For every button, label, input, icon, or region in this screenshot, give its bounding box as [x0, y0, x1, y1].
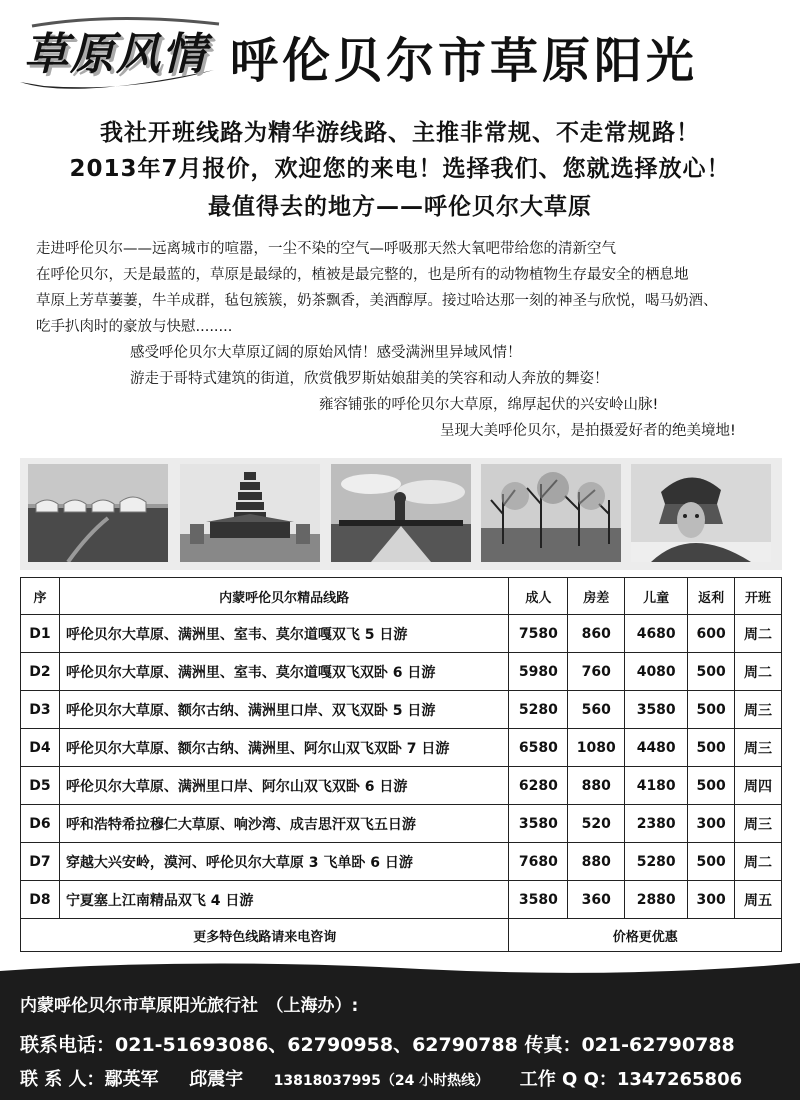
- page-title: 呼伦贝尔市草原阳光: [230, 33, 699, 89]
- table-row: [21, 843, 782, 881]
- row-child-price: 5280: [625, 843, 688, 881]
- table-row: [21, 653, 782, 691]
- work-qq: 工作 Q Q：1347265806: [519, 1069, 743, 1090]
- row-adult-price: 7680: [509, 843, 568, 881]
- intro-paragraph: [36, 236, 786, 444]
- row-adult-price: 7580: [509, 615, 568, 653]
- row-no: D1: [21, 615, 60, 653]
- row-route: 呼和浩特希拉穆仁大草原、响沙湾、成吉思汗双飞五日游: [59, 805, 508, 843]
- col-header-no: 序: [21, 578, 60, 615]
- row-depart-day: 周五: [735, 881, 782, 919]
- row-depart-day: 周二: [735, 653, 782, 691]
- mobile-hotline: 13818037995（24 小时热线）: [273, 1073, 490, 1089]
- row-child-price: 2380: [625, 805, 688, 843]
- intro-line: 吃手扒肉时的豪放与快慰........: [36, 319, 233, 335]
- photo-yurts: [28, 464, 168, 562]
- phone-fax-line: 联系电话：021-51693086、62790958、62790788 传真：021-62790788: [20, 1034, 735, 1056]
- header: [0, 0, 800, 120]
- row-route: 宁夏塞上江南精品双飞 4 日游: [59, 881, 508, 919]
- row-adult-price: 5280: [509, 691, 568, 729]
- table-row: [21, 767, 782, 805]
- row-room-diff: 860: [568, 615, 625, 653]
- table-row: [21, 615, 782, 653]
- col-header-depart: 开班: [735, 578, 782, 615]
- row-depart-day: 周三: [735, 805, 782, 843]
- row-rebate: 500: [688, 691, 735, 729]
- table-footer-row: [21, 919, 782, 952]
- row-room-diff: 880: [568, 767, 625, 805]
- row-route: 呼伦贝尔大草原、满洲里、室韦、莫尔道嘎双飞 5 日游: [59, 615, 508, 653]
- row-room-diff: 360: [568, 881, 625, 919]
- logo: [14, 12, 224, 96]
- more-routes-note: 更多特色线路请来电咨询: [21, 919, 509, 952]
- logo-text: 草原风情: [24, 29, 208, 80]
- table-row: [21, 729, 782, 767]
- slogan-2: 2013年7月报价，欢迎您的来电！选择我们、您就选择放心！: [69, 156, 731, 182]
- row-room-diff: 560: [568, 691, 625, 729]
- row-route: 呼伦贝尔大草原、额尔古纳、满洲里、阿尔山双飞双卧 7 日游: [59, 729, 508, 767]
- intro-line: 感受呼伦贝尔大草原辽阔的原始风情！感受满洲里异域风情！: [130, 345, 522, 361]
- row-no: D3: [21, 691, 60, 729]
- row-rebate: 300: [688, 881, 735, 919]
- row-rebate: 500: [688, 767, 735, 805]
- photo-birch-forest: [481, 464, 621, 562]
- row-room-diff: 760: [568, 653, 625, 691]
- intro-line: 游走于哥特式建筑的街道，欣赏俄罗斯姑娘甜美的笑容和动人奔放的舞姿！: [130, 371, 609, 387]
- table-row: [21, 805, 782, 843]
- row-route: 穿越大兴安岭，漠河、呼伦贝尔大草原 3 飞单卧 6 日游: [59, 843, 508, 881]
- intro-line: 呈现大美呼伦贝尔，是拍摄爱好者的绝美境地!: [440, 423, 736, 439]
- col-header-rebate: 返利: [688, 578, 735, 615]
- row-adult-price: 3580: [509, 881, 568, 919]
- row-depart-day: 周三: [735, 729, 782, 767]
- route-price-table: [20, 577, 782, 952]
- row-no: D8: [21, 881, 60, 919]
- row-adult-price: 3580: [509, 805, 568, 843]
- row-no: D7: [21, 843, 60, 881]
- row-adult-price: 6280: [509, 767, 568, 805]
- agency-name: 内蒙呼伦贝尔市草原阳光旅行社 （上海办）:: [20, 996, 359, 1016]
- intro-line: 走进呼伦贝尔——远离城市的喧嚣，一尘不染的空气—呼吸那天然大氧吧带给您的清新空气: [36, 241, 616, 257]
- row-depart-day: 周三: [735, 691, 782, 729]
- slogan-1: 我社开班线路为精华游线路、主推非常规、不走常规路！: [100, 120, 700, 146]
- photo-mongolian-girl: [631, 464, 771, 562]
- row-adult-price: 6580: [509, 729, 568, 767]
- col-header-child: 儿童: [625, 578, 688, 615]
- table-header-row: [21, 578, 782, 615]
- better-price-note: 价格更优惠: [509, 919, 782, 952]
- row-no: D5: [21, 767, 60, 805]
- row-no: D4: [21, 729, 60, 767]
- row-adult-price: 5980: [509, 653, 568, 691]
- row-child-price: 4080: [625, 653, 688, 691]
- row-no: D6: [21, 805, 60, 843]
- row-route: 呼伦贝尔大草原、额尔古纳、满洲里口岸、双飞双卧 5 日游: [59, 691, 508, 729]
- contact-line: [20, 1065, 742, 1091]
- table-row: [21, 881, 782, 919]
- slogan-3: 最值得去的地方——呼伦贝尔大草原: [208, 194, 592, 220]
- row-room-diff: 1080: [568, 729, 625, 767]
- contact-person: 联 系 人：鄢英军: [20, 1069, 159, 1090]
- row-depart-day: 周二: [735, 615, 782, 653]
- row-room-diff: 520: [568, 805, 625, 843]
- row-route: 呼伦贝尔大草原、满洲里、室韦、莫尔道嘎双飞双卧 6 日游: [59, 653, 508, 691]
- row-rebate: 500: [688, 729, 735, 767]
- contact-person-2: 邱震宇: [189, 1069, 244, 1090]
- table-row: [21, 691, 782, 729]
- photo-monument: [331, 464, 471, 562]
- row-route: 呼伦贝尔大草原、满洲里口岸、阿尔山双飞双卧 6 日游: [59, 767, 508, 805]
- contact-footer: [0, 973, 800, 1100]
- row-no: D2: [21, 653, 60, 691]
- intro-line: 在呼伦贝尔，天是最蓝的，草原是最绿的，植被是最完整的，也是所有的动物植物生存最安全的栖息地: [36, 267, 689, 283]
- row-room-diff: 880: [568, 843, 625, 881]
- row-child-price: 4680: [625, 615, 688, 653]
- intro-line: 雍容铺张的呼伦贝尔大草原，绵厚起伏的兴安岭山脉!: [319, 397, 659, 413]
- intro-line: 草原上芳草萋萋，牛羊成群，毡包簇簇，奶茶飘香，美酒醇厚。接过哈达那一刻的神圣与欣悦，喝马奶酒、: [36, 293, 718, 309]
- row-child-price: 3580: [625, 691, 688, 729]
- col-header-adult: 成人: [509, 578, 568, 615]
- col-header-route: 内蒙呼伦贝尔精品线路: [59, 578, 508, 615]
- row-depart-day: 周二: [735, 843, 782, 881]
- row-child-price: 4480: [625, 729, 688, 767]
- col-header-room: 房差: [568, 578, 625, 615]
- row-child-price: 2880: [625, 881, 688, 919]
- row-rebate: 300: [688, 805, 735, 843]
- row-depart-day: 周四: [735, 767, 782, 805]
- row-rebate: 500: [688, 653, 735, 691]
- photo-pagoda: [180, 464, 320, 562]
- row-rebate: 600: [688, 615, 735, 653]
- row-child-price: 4180: [625, 767, 688, 805]
- row-rebate: 500: [688, 843, 735, 881]
- photo-strip: [20, 458, 782, 570]
- footer-wave-decoration: [0, 957, 800, 977]
